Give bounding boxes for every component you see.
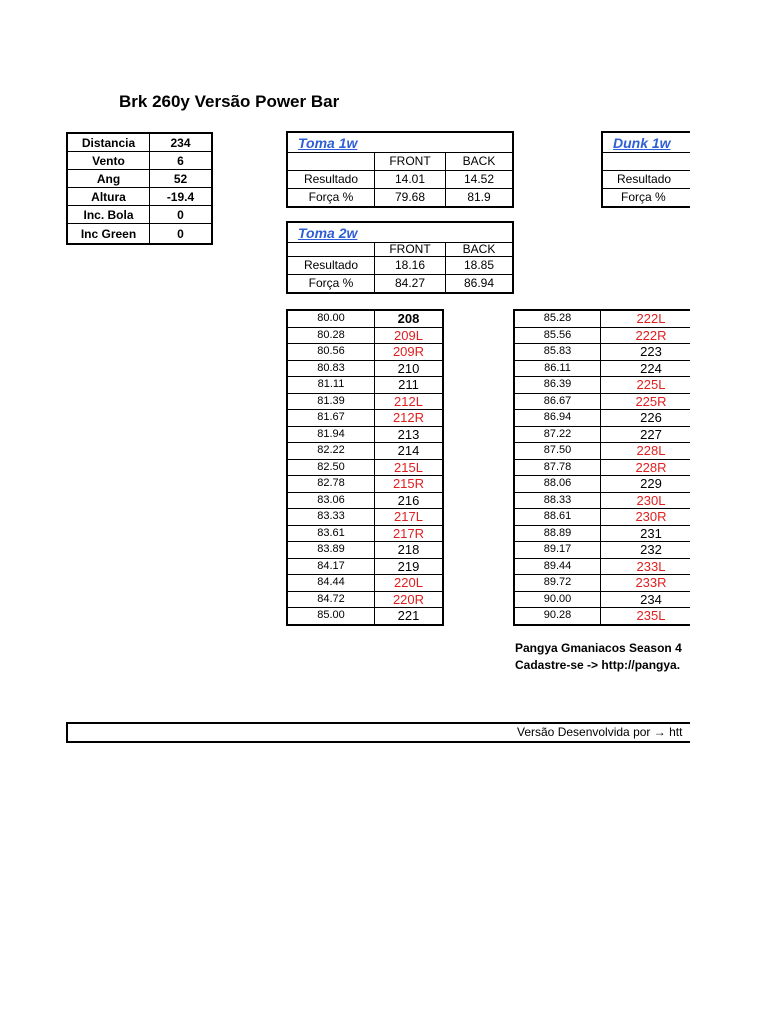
front-header: FRONT	[375, 243, 446, 257]
force-percent: 88.06	[514, 476, 601, 493]
force-percent: 86.94	[514, 410, 601, 427]
force-row	[514, 443, 690, 460]
force-row	[514, 459, 690, 476]
force-percent: 83.89	[287, 542, 375, 559]
input-row-vento	[67, 152, 212, 170]
force-percent: 81.94	[287, 426, 375, 443]
footer-bar	[66, 722, 690, 743]
force-percent: 88.89	[514, 525, 601, 542]
force-percent: 85.83	[514, 344, 601, 361]
force-percent: 84.72	[287, 591, 375, 608]
force-percent: 88.33	[514, 492, 601, 509]
force-distance: 223	[601, 344, 691, 361]
force-percent: 81.67	[287, 410, 375, 427]
notes	[515, 640, 682, 674]
force-distance: 214	[375, 443, 444, 460]
dunk-1w-table	[601, 131, 690, 208]
resultado-back: 14.52	[446, 171, 514, 189]
force-percent: 82.22	[287, 443, 375, 460]
input-value[interactable]: 52	[150, 170, 213, 188]
force-distance: 210	[375, 360, 444, 377]
force-distance: 225L	[601, 377, 691, 394]
force-distance: 209R	[375, 344, 444, 361]
force-row	[514, 476, 690, 493]
force-distance: 231	[601, 525, 691, 542]
force-row	[287, 608, 443, 625]
toma-1w-table	[286, 131, 514, 208]
force-row	[514, 558, 690, 575]
input-row-inc-bola	[67, 206, 212, 224]
force-percent: 80.56	[287, 344, 375, 361]
force-distance: 211	[375, 377, 444, 394]
force-distance: 215L	[375, 459, 444, 476]
force-distance: 225R	[601, 393, 691, 410]
force-percent: 86.39	[514, 377, 601, 394]
force-distance: 213	[375, 426, 444, 443]
force-row	[287, 591, 443, 608]
force-distance: 233L	[601, 558, 691, 575]
input-value[interactable]: -19.4	[150, 188, 213, 206]
force-distance: 218	[375, 542, 444, 559]
forca-back: 81.9	[467, 190, 491, 204]
force-distance: 217L	[375, 509, 444, 526]
force-row	[514, 608, 690, 625]
force-row	[514, 410, 690, 427]
force-percent: 89.17	[514, 542, 601, 559]
toma-2w-table	[286, 221, 514, 294]
resultado-front: 14.01	[375, 171, 446, 189]
input-label: Altura	[67, 188, 150, 206]
forca-label: Força %	[287, 275, 375, 294]
force-percent: 85.28	[514, 310, 601, 327]
input-label: Inc. Bola	[67, 206, 150, 224]
back-header: BACK	[446, 153, 514, 171]
force-row	[287, 476, 443, 493]
force-row	[514, 542, 690, 559]
resultado-label: Resultado	[287, 257, 375, 275]
force-percent: 87.78	[514, 459, 601, 476]
force-distance: 209L	[375, 327, 444, 344]
force-row	[287, 327, 443, 344]
force-table-1	[286, 309, 444, 626]
force-row	[287, 344, 443, 361]
force-row	[287, 558, 443, 575]
input-label: Inc Green	[67, 224, 150, 245]
force-row	[287, 310, 443, 327]
front-header: FRONT	[375, 153, 446, 171]
force-row	[287, 377, 443, 394]
forca-front: 84.27	[375, 275, 446, 294]
force-percent: 89.44	[514, 558, 601, 575]
force-row	[287, 525, 443, 542]
force-row	[287, 492, 443, 509]
force-row	[287, 509, 443, 526]
force-percent: 86.11	[514, 360, 601, 377]
resultado-label: Resultado	[287, 171, 375, 189]
resultado-front: 18.16	[375, 257, 446, 275]
force-distance: 212R	[375, 410, 444, 427]
force-distance: 234	[601, 591, 691, 608]
force-row	[514, 492, 690, 509]
force-percent: 90.00	[514, 591, 601, 608]
input-row-distancia	[67, 133, 212, 152]
force-row	[287, 542, 443, 559]
force-distance: 233R	[601, 575, 691, 592]
force-percent: 83.33	[287, 509, 375, 526]
force-row	[287, 410, 443, 427]
force-percent: 82.78	[287, 476, 375, 493]
force-distance: 224	[601, 360, 691, 377]
force-distance: 219	[375, 558, 444, 575]
force-distance: 228L	[601, 443, 691, 460]
force-distance: 230L	[601, 492, 691, 509]
force-distance: 230R	[601, 509, 691, 526]
force-row	[514, 575, 690, 592]
input-row-altura	[67, 188, 212, 206]
force-row	[514, 310, 690, 327]
force-percent: 80.00	[287, 310, 375, 327]
force-percent: 84.17	[287, 558, 375, 575]
force-percent: 82.50	[287, 459, 375, 476]
force-row	[514, 426, 690, 443]
force-distance: 235L	[636, 608, 666, 624]
force-distance: 208	[375, 310, 444, 327]
forca-front: 79.68	[375, 189, 446, 208]
force-percent: 80.83	[287, 360, 375, 377]
force-distance: 226	[601, 410, 691, 427]
force-distance: 222R	[601, 327, 691, 344]
force-percent: 83.61	[287, 525, 375, 542]
force-distance: 229	[601, 476, 691, 493]
resultado-label: Resultado	[602, 171, 690, 189]
force-row	[514, 393, 690, 410]
toma-1w-header-link[interactable]: Toma 1w	[287, 132, 513, 153]
force-row	[287, 360, 443, 377]
input-label: Distancia	[67, 133, 150, 152]
empty-cell	[602, 153, 690, 171]
force-percent: 89.72	[514, 575, 601, 592]
force-row	[514, 344, 690, 361]
input-parameters-table	[66, 132, 213, 245]
notes-line-1: Pangya Gmaniacos Season 4	[515, 641, 682, 655]
force-row	[514, 360, 690, 377]
resultado-back: 18.85	[446, 257, 514, 275]
force-distance: 227	[601, 426, 691, 443]
force-row	[514, 591, 690, 608]
forca-label: Força %	[621, 190, 666, 204]
force-distance: 222L	[601, 310, 691, 327]
force-distance: 228R	[601, 459, 691, 476]
toma-2w-header-link[interactable]: Toma 2w	[287, 222, 513, 243]
input-label: Vento	[67, 152, 150, 170]
force-percent: 84.44	[287, 575, 375, 592]
force-row	[287, 575, 443, 592]
empty-cell	[287, 243, 375, 257]
force-distance: 220R	[375, 591, 444, 608]
page-title: Brk 260y Versão Power Bar	[119, 92, 340, 111]
force-percent: 85.00	[287, 608, 375, 625]
empty-cell	[287, 153, 375, 171]
dunk-1w-header-link[interactable]: Dunk 1w	[602, 132, 690, 153]
force-percent: 85.56	[514, 327, 601, 344]
force-row	[514, 509, 690, 526]
force-percent: 80.28	[287, 327, 375, 344]
force-distance: 212L	[375, 393, 444, 410]
footer-credit: Versão Desenvolvida por → htt	[517, 725, 683, 739]
force-row	[514, 327, 690, 344]
force-percent: 81.39	[287, 393, 375, 410]
force-percent: 83.06	[287, 492, 375, 509]
force-row	[287, 393, 443, 410]
force-distance: 220L	[375, 575, 444, 592]
force-percent: 87.22	[514, 426, 601, 443]
back-header: BACK	[462, 242, 496, 256]
force-row	[287, 443, 443, 460]
force-percent: 88.61	[514, 509, 601, 526]
input-value[interactable]: 6	[150, 152, 213, 170]
force-percent: 86.67	[514, 393, 601, 410]
force-distance: 216	[375, 492, 444, 509]
input-row-inc-green	[67, 224, 212, 245]
force-distance: 221	[397, 608, 420, 624]
input-value[interactable]: 234	[150, 133, 213, 152]
force-percent: 90.28	[514, 608, 601, 625]
input-value[interactable]: 0	[150, 224, 213, 245]
notes-line-2[interactable]: Cadastre-se -> http://pangya.	[515, 658, 681, 672]
input-label: Ang	[67, 170, 150, 188]
force-distance: 217R	[375, 525, 444, 542]
force-row	[287, 426, 443, 443]
force-row	[287, 459, 443, 476]
force-percent: 81.11	[287, 377, 375, 394]
force-row	[514, 525, 690, 542]
force-distance: 232	[601, 542, 691, 559]
force-percent: 87.50	[514, 443, 601, 460]
input-value[interactable]: 0	[150, 206, 213, 224]
forca-back: 86.94	[463, 276, 495, 290]
input-row-ang	[67, 170, 212, 188]
forca-label: Força %	[287, 189, 375, 208]
force-row	[514, 377, 690, 394]
force-distance: 215R	[375, 476, 444, 493]
force-table-2	[513, 309, 690, 626]
